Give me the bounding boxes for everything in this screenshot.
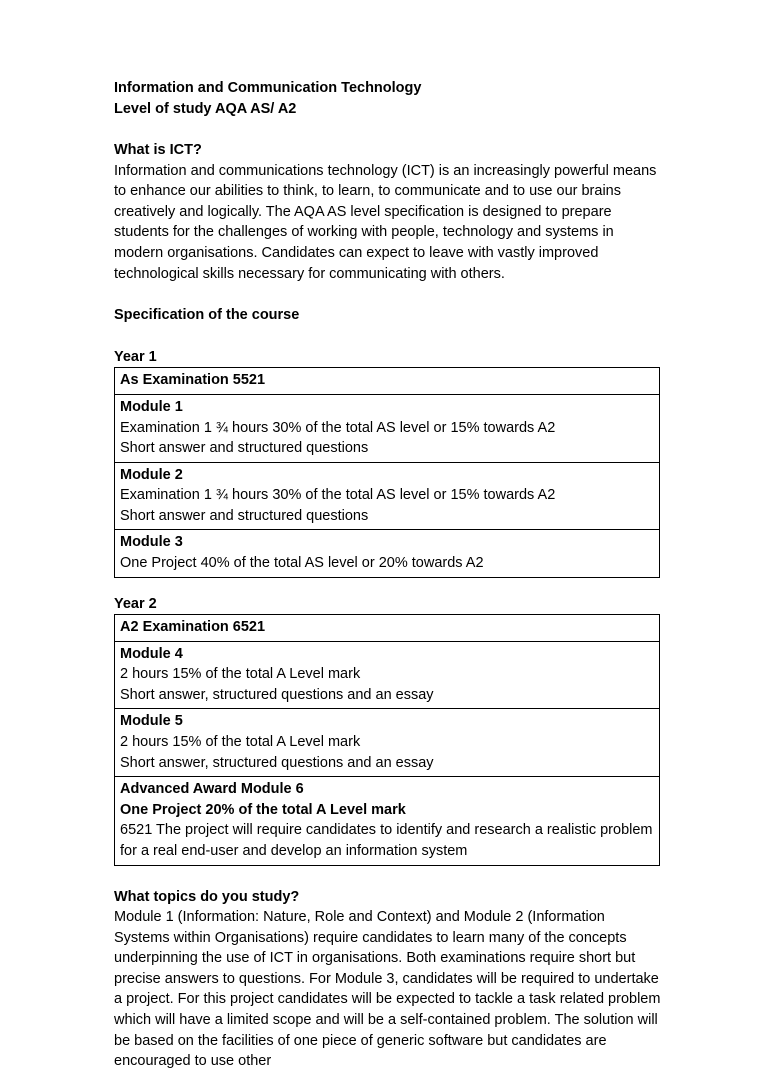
year-1-label: Year 1 [114,348,157,365]
advanced-award-title: Advanced Award Module 6 [120,781,304,798]
table-row [115,530,660,577]
document-title [114,78,664,119]
specification-heading: Specification of the course [114,307,300,324]
module-3-line-1: One Project 40% of the total AS level or 20% towards A2 [120,554,484,571]
module-5-line-2: Short answer, structured questions and an essay [120,754,434,771]
module-4-line-2: Short answer, structured questions and an essay [120,686,434,703]
module-5-line-1: 2 hours 15% of the total A Level mark [120,734,361,751]
document-title-line-2: Level of study AQA AS/ A2 [114,100,297,117]
module-5-name: Module 5 [120,713,183,730]
year-2-table [114,614,660,865]
module-2-line-2: Short answer and structured questions [120,507,369,524]
module-1-line-1: Examination 1 ¾ hours 30% of the total AS level or 15% towards A2 [120,419,556,436]
table-row [115,394,660,462]
module-4-name: Module 4 [120,645,183,662]
advanced-award-body: 6521 The project will require candidates to identify and research a realistic problem for a real end-user and develop an information system [120,822,653,859]
advanced-award-cell [115,777,660,865]
topics-heading: What topics do you study? [114,888,300,905]
a2-examination-cell: A2 Examination 6521 [115,615,660,642]
table-row [115,615,660,642]
module-3-name: Module 3 [120,534,183,551]
module-1-name: Module 1 [120,398,183,415]
module-1-line-2: Short answer and structured questions [120,440,369,457]
module-2-cell [115,462,660,530]
table-row [115,777,660,865]
document-title-line-1: Information and Communication Technology [114,80,422,96]
module-3-cell [115,530,660,577]
table-row [115,709,660,777]
module-4-cell [115,641,660,709]
advanced-award-subtitle: One Project 20% of the total A Level mark [120,801,406,818]
module-5-cell [115,709,660,777]
module-4-line-1: 2 hours 15% of the total A Level mark [120,666,361,683]
what-is-ict-heading: What is ICT? [114,142,202,159]
what-is-ict-body: Information and communications technology (ICT) is an increasingly powerful means to enhance our abilities to think, to learn, to communicate and to use our brains creatively and logically. The AQA AS level specification is designed to prepare students for the challenges of working with people, technology and systems in modern organisations. Candidates can expect to leave with vastly improved technological skills necessary for communicating with others. [114,162,657,282]
table-row [115,641,660,709]
year-2-label: Year 2 [114,595,157,612]
topics-body: Module 1 (Information: Nature, Role and Context) and Module 2 (Information Systems within Organisations) require candidates to learn many of the concepts underpinning the use of ICT in organisations. Both examinations require short but precise answers to questions. For Module 3, candidates will be required to undertake a project. For this project candidates will be expected to tackle a task related problem which will have a limited scope and will be a self-contained problem. The solution will be based on the facilities of one piece of generic software but candidates are encouraged to use other [114,909,661,1070]
table-row [115,462,660,530]
module-1-cell [115,394,660,462]
module-2-name: Module 2 [120,466,183,483]
table-row [115,368,660,395]
module-2-line-1: Examination 1 ¾ hours 30% of the total AS level or 15% towards A2 [120,487,556,504]
as-examination-cell: As Examination 5521 [115,368,660,395]
year-1-table [114,367,660,577]
